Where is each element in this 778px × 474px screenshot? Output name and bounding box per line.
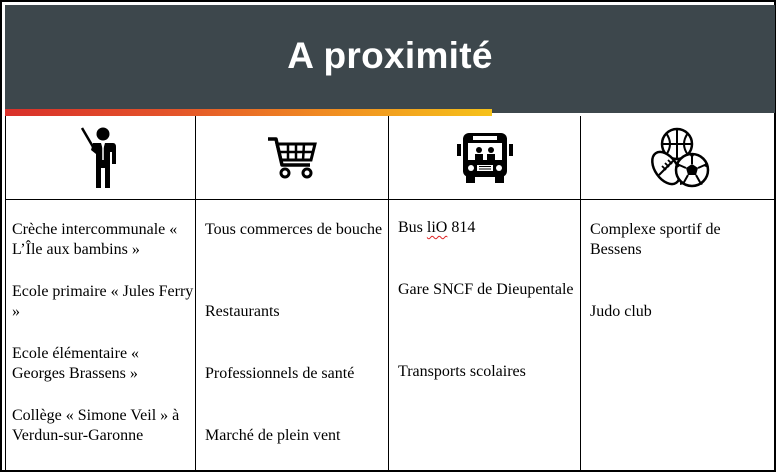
teacher-icon xyxy=(79,126,123,190)
shopping-cart-icon xyxy=(266,133,318,183)
education-column-header xyxy=(6,116,195,199)
spellcheck-flagged-word: liO xyxy=(426,219,448,236)
list-item: Restaurants xyxy=(205,303,280,320)
header-banner xyxy=(5,5,775,113)
list-item: Ecole primaire « Jules Ferry » xyxy=(12,283,194,320)
list-item: Ecole élémentaire « Georges Brassens » xyxy=(12,345,140,382)
list-item: Bus liO 814 xyxy=(398,219,476,236)
sports-balls-icon xyxy=(644,126,712,190)
amenities-table xyxy=(5,116,775,471)
list-item: Crèche intercommunale « L’Île aux bambins » xyxy=(12,221,178,258)
list-item: Gare SNCF de Dieupentale xyxy=(398,281,574,298)
list-item: Tous commerces de bouche xyxy=(205,221,383,238)
page-title: A proximité xyxy=(287,35,493,76)
accent-bar xyxy=(5,109,492,116)
list-item: Collège « Simone Veil » à Verdun-sur-Garonne xyxy=(12,407,180,444)
list-item: Marché de plein vent xyxy=(205,427,341,444)
bus-icon xyxy=(455,130,515,186)
list-item: Professionnels de santé xyxy=(205,365,355,382)
sports-column-header xyxy=(581,116,774,199)
list-item: Transports scolaires xyxy=(398,363,526,380)
row-divider xyxy=(5,199,775,200)
table-border-right xyxy=(774,116,775,471)
transport-column-header xyxy=(389,116,580,199)
list-item: Judo club xyxy=(590,303,652,320)
list-item: Complexe sportif de Bessens xyxy=(590,221,721,258)
shops-column-header xyxy=(196,116,388,199)
